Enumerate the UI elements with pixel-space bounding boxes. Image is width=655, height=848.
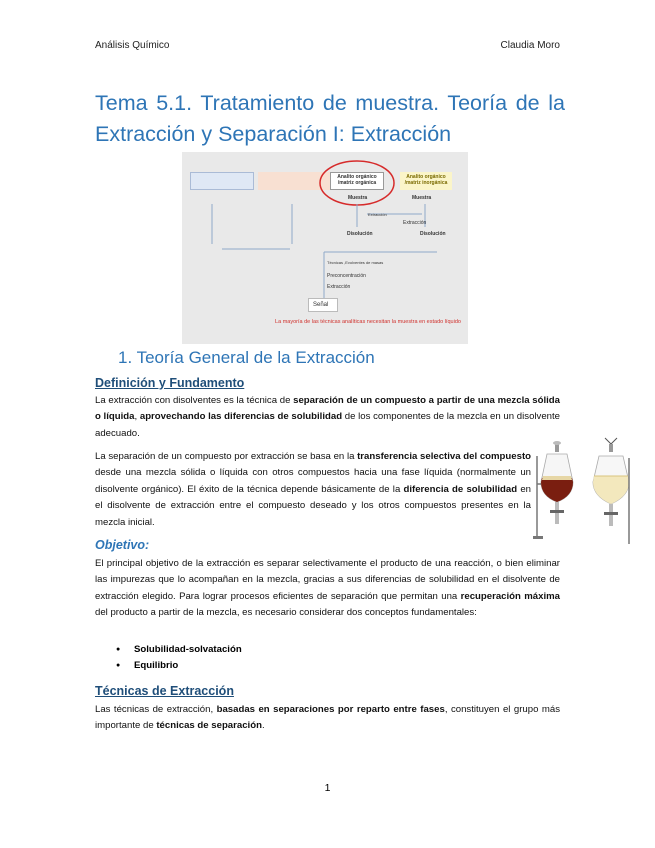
disolucion-left: Disolución (347, 231, 373, 237)
top-box-1-label: Analito orgánico /matriz orgánica (337, 174, 377, 186)
definicion-paragraph-1: La extracción con disolventes es la técnica de separación de un compuesto a partir de una mezcla sólida o líquida, aprovechando las diferencias de solubilidad de los componentes de la mezcla en un disolvente adecuado. (95, 395, 560, 439)
extraccion2-label: Extracción (327, 284, 351, 290)
concepts-list (116, 642, 242, 674)
tecnicas-heading: Técnicas de Extracción (95, 684, 234, 698)
list-item: ● Equilibrio (116, 658, 242, 674)
top-box-2-label: Analito orgánico /matriz inorgánica (404, 174, 448, 186)
objetivo-heading: Objetivo: (95, 538, 150, 552)
muestra-left: Muestra (348, 195, 368, 201)
extraccion-small: Extracción (368, 212, 387, 217)
definicion-paragraph-2: La separación de un compuesto por extracción se basa en la transferencia selectiva del compuesto desde una mezcla sólida o líquida con otros compuestos hacia una fase líquida (normalmente un disolvente orgánico). El éxito de la técnica depende básicamente de la diferencia de solubilidad en el disolvente de extracción entre el compuesto deseado y los otros compuestos presentes en la mezcla inicial. (95, 451, 531, 528)
tecnicas-label: Técnicas ,Evolventes de masas (327, 260, 384, 265)
definicion-heading: Definición y Fundamento (95, 376, 245, 390)
extraction-diagram-figure (182, 152, 468, 344)
muestra-right: Muestra (412, 195, 432, 201)
highlight-ellipse (182, 152, 468, 344)
separatory-funnels-image (533, 436, 633, 544)
page-number: 1 (324, 782, 331, 794)
objetivo-paragraph: El principal objetivo de la extracción es separar selectivamente el producto de una reacción, o bien eliminar las impurezas que lo acompañan en la mezcla, gracias a sus diferencias de solubilidad en el disolvente de extracción elegido. Para lograr procesos eficientes de separación que permitan una recuperación máxima del producto a partir de la mezcla, es necesario considerar dos conceptos fundamentales: (95, 558, 560, 619)
header-left: Análisis Químico (95, 40, 170, 51)
list-item: ● Solubilidad-solvatación (116, 642, 242, 658)
preconcentracion-label: Preconcentración (327, 273, 366, 279)
section-heading: 1. Teoría General de la Extracción (118, 348, 375, 367)
figure-caption: La mayoría de las técnicas analíticas necesitan la muestra en estado líquido (275, 319, 461, 325)
header-right: Claudia Moro (500, 40, 560, 51)
disolucion-right: Disolución (420, 231, 446, 237)
tecnicas-paragraph: Las técnicas de extracción, basadas en separaciones por reparto entre fases, constituyen el grupo más importante de técnicas de separación. (95, 704, 560, 732)
extraccion-label: Extracción (403, 220, 427, 226)
senal-label: Señal (313, 302, 329, 308)
document-title: Tema 5.1. Tratamiento de muestra. Teoría de la Extracción y Separación I: Extracción (95, 91, 565, 146)
